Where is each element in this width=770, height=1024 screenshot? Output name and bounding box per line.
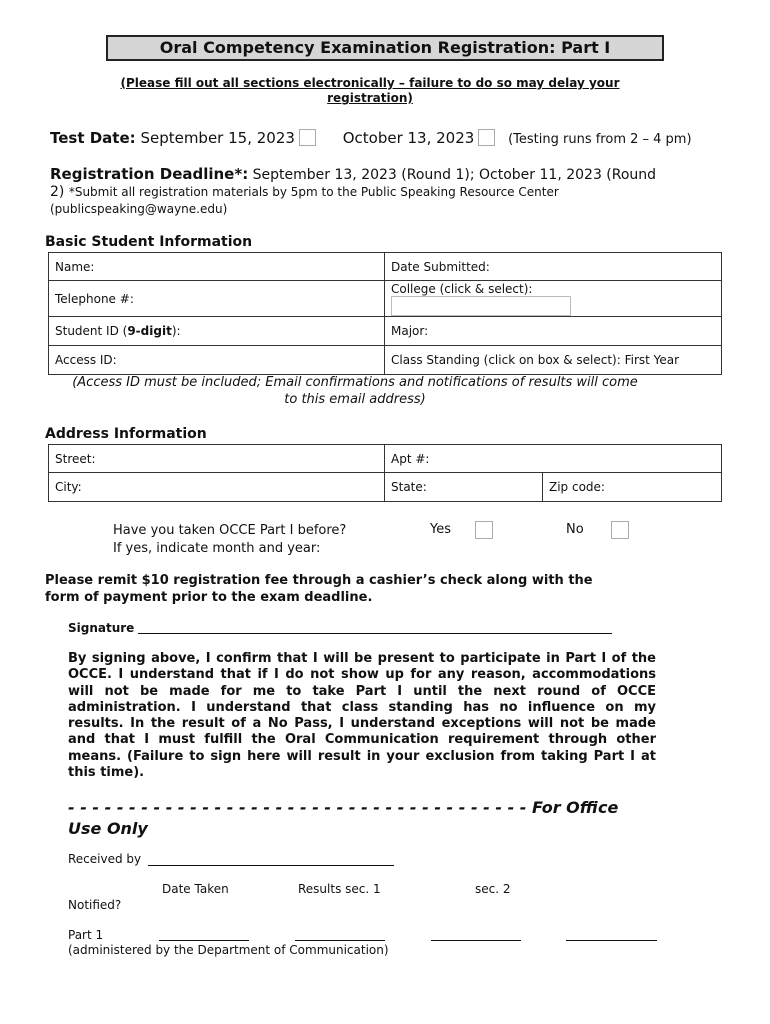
form-title: Oral Competency Examination Registration: Part I <box>106 35 664 61</box>
electronic-notice <box>90 76 650 106</box>
state-field[interactable] <box>385 473 543 502</box>
deadline-round-suffix: 2) <box>50 184 65 200</box>
student-id-field[interactable] <box>49 317 385 346</box>
resource-center-email: (publicspeaking@wayne.edu) <box>50 202 228 216</box>
city-label: City: <box>55 480 82 494</box>
yes-label: Yes <box>430 522 451 537</box>
test-date-option-2: October 13, 2023 <box>342 129 475 147</box>
notified-label: Notified? <box>68 898 122 912</box>
access-id-note <box>40 374 670 408</box>
zip-label: Zip code: <box>549 480 605 494</box>
registration-deadline <box>50 166 670 218</box>
major-label: Major: <box>391 324 429 338</box>
date-taken-line[interactable] <box>159 940 249 941</box>
access-note-line-1: (Access ID must be included; Email confirmations and notifications of results will come <box>72 375 638 390</box>
received-by-line[interactable] <box>148 865 394 866</box>
test-date-row <box>50 129 692 147</box>
notice-line-1: (Please fill out all sections electronically – failure to do so may delay your <box>120 76 620 90</box>
received-by-label: Received by <box>68 852 142 866</box>
submission-instructions: *Submit all registration materials by 5pm to the Public Speaking Resource Center <box>68 185 559 199</box>
college-select[interactable] <box>391 296 571 316</box>
college-field <box>385 281 722 317</box>
state-label: State: <box>391 480 427 494</box>
fee-line-2: form of payment prior to the exam deadline. <box>45 590 373 605</box>
date-submitted-field[interactable] <box>385 253 722 281</box>
access-note-line-2: to this email address) <box>284 392 426 407</box>
results-sec1-line[interactable] <box>295 940 385 941</box>
basic-info-heading: Basic Student Information <box>45 234 253 250</box>
test-date-option-1: September 15, 2023 <box>140 129 295 147</box>
sec2-header: sec. 2 <box>475 882 511 896</box>
apt-label: Apt #: <box>391 451 430 466</box>
part1-label: Part 1 <box>68 928 104 942</box>
apt-field[interactable] <box>385 445 722 473</box>
college-label: College (click & select): <box>391 282 533 296</box>
major-field[interactable] <box>385 317 722 346</box>
office-use-heading <box>68 797 648 839</box>
office-use-line-2: Use Only <box>68 819 148 838</box>
zip-field[interactable] <box>543 473 722 502</box>
street-label: Street: <box>55 451 96 466</box>
basic-info-table <box>48 252 722 375</box>
name-field[interactable] <box>49 253 385 281</box>
notice-line-2: registration) <box>327 91 413 105</box>
address-table <box>48 444 722 502</box>
test-date-label: Test Date: <box>50 129 136 147</box>
signature-label: Signature <box>68 621 135 635</box>
city-field[interactable] <box>49 473 385 502</box>
sec2-line[interactable] <box>431 940 521 941</box>
deadline-label: Registration Deadline*: <box>50 165 249 183</box>
office-use-line-1: - - - - - - - - - - - - - - - - - - - - - - - - - - - - - - - - - - - - - - For Office <box>68 798 619 817</box>
test-date-checkbox-1[interactable] <box>299 129 316 146</box>
occe-question-text: Have you taken OCCE Part I before? <box>113 523 347 538</box>
telephone-label: Telephone #: <box>55 291 134 306</box>
class-standing-field[interactable] <box>385 346 722 375</box>
student-id-suffix: ): <box>171 324 181 338</box>
telephone-field[interactable] <box>49 281 385 317</box>
access-id-field[interactable] <box>49 346 385 375</box>
fee-instructions <box>45 572 685 606</box>
occe-question <box>113 522 346 558</box>
signature-line[interactable] <box>138 633 612 634</box>
no-label: No <box>566 522 584 537</box>
street-field[interactable] <box>49 445 385 473</box>
results-sec1-header: Results sec. 1 <box>298 882 381 896</box>
notified-line[interactable] <box>566 940 657 941</box>
test-date-checkbox-2[interactable] <box>478 129 495 146</box>
consent-statement: By signing above, I confirm that I will be present to participate in Part I of the OCCE. I understand that if I do not show up for any reason, accommodations will not be made for me to take Part I until the next round of OCCE administration. I understand that class standing has no influence on my results. In the result of a No Pass, I understand exceptions will not be made and that I must fulfill the Oral Communication requirement through other means. (Failure to sign here will result in your exclusion from taking Part I at this time). <box>68 651 656 781</box>
name-label: Name: <box>55 259 95 274</box>
testing-hours-note: (Testing runs from 2 – 4 pm) <box>508 132 692 147</box>
address-heading: Address Information <box>45 426 207 442</box>
deadline-dates: September 13, 2023 (Round 1); October 11, 2023 (Round <box>252 167 657 183</box>
date-submitted-label: Date Submitted: <box>391 259 490 274</box>
administered-note: (administered by the Department of Communication) <box>68 943 389 957</box>
student-id-prefix: Student ID ( <box>55 324 128 338</box>
fee-line-1: Please remit $10 registration fee through a cashier’s check along with the <box>45 573 593 588</box>
yes-checkbox[interactable] <box>475 521 493 539</box>
access-id-label: Access ID: <box>55 353 117 367</box>
no-checkbox[interactable] <box>611 521 629 539</box>
date-taken-header: Date Taken <box>162 882 229 896</box>
class-standing-label: Class Standing (click on box & select): First Year <box>391 353 680 367</box>
occe-followup-text: If yes, indicate month and year: <box>113 541 321 556</box>
student-id-digits: 9-digit <box>127 324 172 338</box>
